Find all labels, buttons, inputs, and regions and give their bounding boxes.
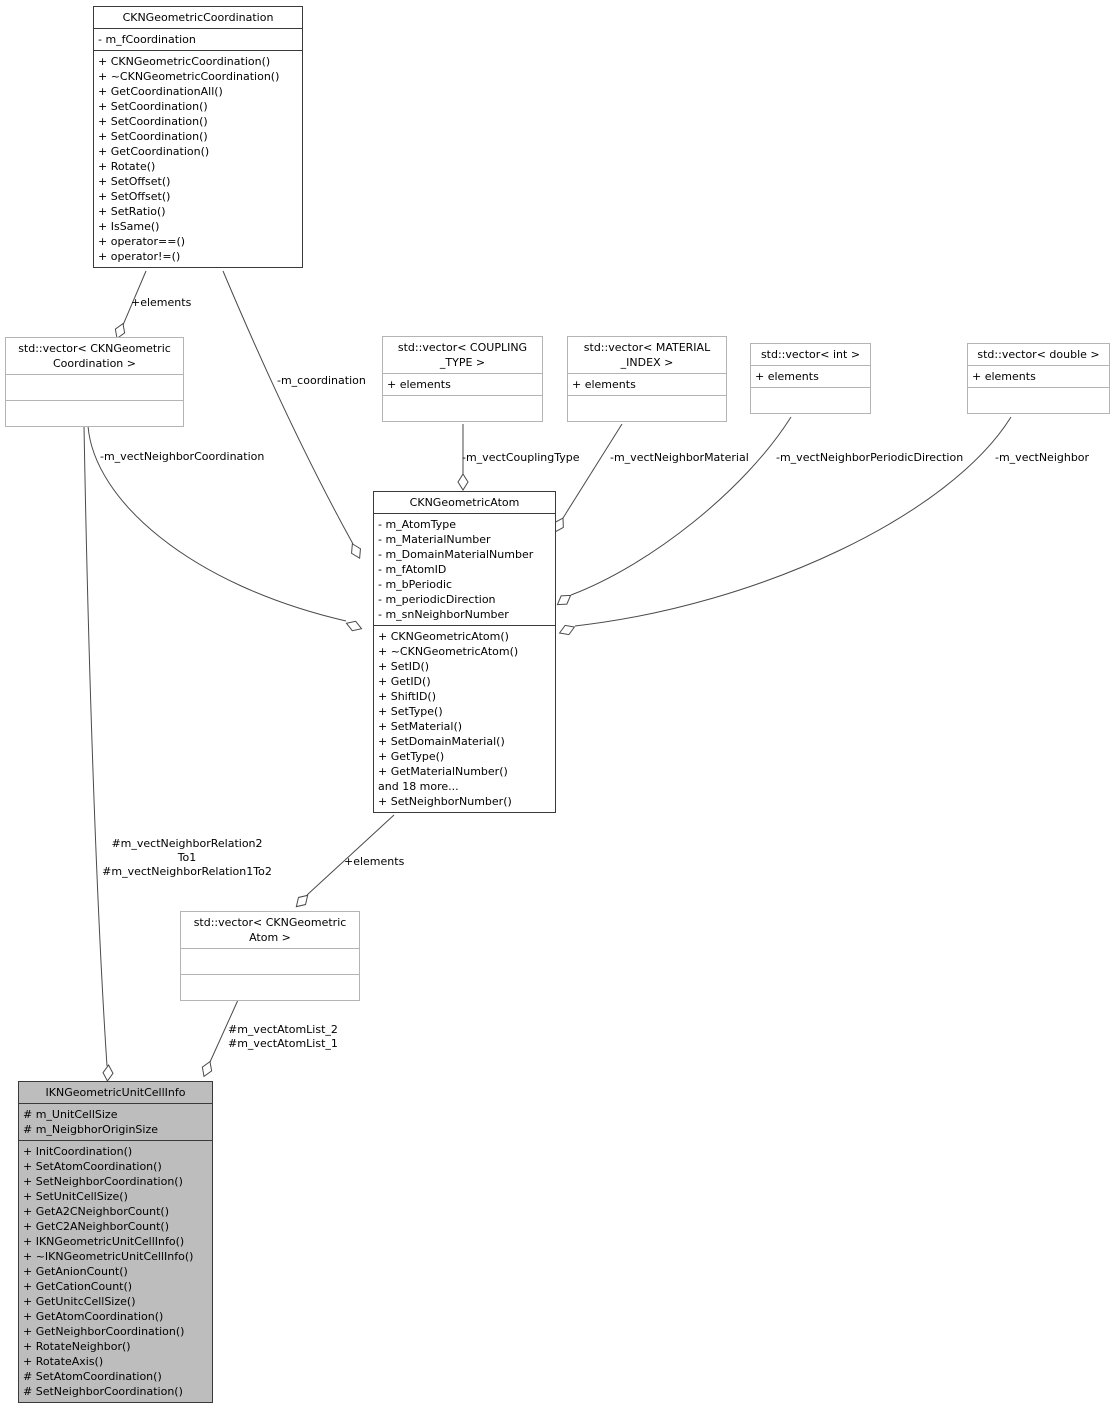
title-line: IKNGeometricUnitCellInfo — [45, 1086, 186, 1099]
title-line: Coordination > — [52, 357, 136, 370]
member-line: + SetCoordination() — [98, 100, 208, 113]
member-line: + SetID() — [378, 660, 430, 673]
class-attributes — [181, 948, 359, 974]
class-methods — [968, 387, 1109, 413]
aggregation-diamond — [555, 591, 574, 608]
member-line: + SetOffset() — [98, 190, 171, 203]
edge-label-vect-neighbor: -m_vectNeighbor — [995, 451, 1090, 464]
member-line: + GetA2CNeighborCount() — [23, 1205, 170, 1218]
class-title — [181, 912, 359, 948]
title-line: CKNGeometricAtom — [409, 496, 520, 509]
member-line: + GetMaterialNumber() — [378, 765, 508, 778]
edge-label-vect-neighbor-periodic-direction: -m_vectNeighborPeriodicDirection — [776, 451, 964, 464]
edge-label-vect-neighbor-relation — [96, 837, 278, 879]
class-methods — [751, 387, 870, 413]
edge-label-vect-neighbor-coordination: -m_vectNeighborCoordination — [100, 450, 265, 463]
member-line: + ~CKNGeometricCoordination() — [98, 70, 280, 83]
member-line: + SetDomainMaterial() — [378, 735, 505, 748]
edge-vect-neighbor — [575, 417, 1011, 626]
member-line: To1 — [177, 851, 197, 864]
member-line: # m_UnitCellSize — [23, 1108, 118, 1121]
edge-label-elements-top: +elements — [131, 296, 192, 309]
title-line: std::vector< CKNGeometric — [18, 342, 171, 355]
class-node-vector-ckngeometriccoordination — [5, 337, 184, 427]
title-line: std::vector< MATERIAL — [583, 341, 711, 354]
class-methods — [383, 395, 542, 421]
member-line: - m_AtomType — [378, 518, 457, 531]
class-methods — [568, 395, 726, 421]
member-line: + Rotate() — [98, 160, 156, 173]
member-line: - m_DomainMaterialNumber — [378, 548, 534, 561]
member-line: + elements — [387, 378, 451, 391]
aggregation-diamond — [558, 622, 577, 637]
member-line: + elements — [755, 370, 819, 383]
member-line: + elements — [972, 370, 1036, 383]
class-attributes — [968, 365, 1109, 387]
member-line: + IsSame() — [98, 220, 160, 233]
class-node-vector-double — [967, 343, 1110, 414]
class-methods — [94, 50, 302, 267]
member-line: + ~IKNGeometricUnitCellInfo() — [23, 1250, 194, 1263]
member-line: and 18 more... — [378, 780, 459, 793]
class-title — [19, 1082, 212, 1103]
class-node-ckngeometricatom[interactable] — [373, 491, 556, 813]
member-line: + GetCationCount() — [23, 1280, 133, 1293]
edge-label-vect-neighbor-material: -m_vectNeighborMaterial — [610, 451, 749, 464]
member-line: + SetAtomCoordination() — [23, 1160, 162, 1173]
member-line: + SetCoordination() — [98, 115, 208, 128]
class-title — [568, 337, 726, 373]
edge-label-vect-coupling-type: -m_vectCouplingType — [462, 451, 580, 464]
member-line: - m_fAtomID — [378, 563, 447, 576]
member-line: + ~CKNGeometricAtom() — [378, 645, 519, 658]
edge-label-elements-bottom: +elements — [344, 855, 405, 868]
edge-label-m-coordination: -m_coordination — [277, 374, 366, 387]
class-node-vector-coupling-type — [382, 336, 543, 422]
member-line: # SetAtomCoordination() — [23, 1370, 162, 1383]
title-line: Atom > — [249, 931, 291, 944]
title-line: _INDEX > — [620, 356, 674, 369]
edge-m-coordination — [223, 271, 353, 544]
title-line: std::vector< CKNGeometric — [193, 916, 347, 929]
class-methods — [6, 400, 183, 426]
member-line: + InitCoordination() — [23, 1145, 133, 1158]
class-node-vector-material-index — [567, 336, 727, 422]
member-line: + GetUnitcCellSize() — [23, 1295, 136, 1308]
class-attributes — [6, 374, 183, 400]
member-line: + SetUnitCellSize() — [23, 1190, 128, 1203]
member-line: + operator==() — [98, 235, 186, 248]
member-line: + elements — [572, 378, 636, 391]
member-line: #m_vectAtomList_1 — [228, 1037, 338, 1050]
member-line: + GetCoordinationAll() — [98, 85, 223, 98]
member-line: + GetCoordination() — [98, 145, 210, 158]
aggregation-diamond — [458, 474, 468, 490]
member-line: - m_MaterialNumber — [378, 533, 491, 546]
class-title — [374, 492, 555, 513]
class-node-vector-ckngeometricatom — [180, 911, 360, 1001]
class-title — [383, 337, 542, 373]
class-node-ikngeometricunitcellinfo[interactable] — [18, 1081, 213, 1403]
class-methods — [374, 625, 555, 812]
aggregation-diamond — [348, 542, 364, 561]
edge-label-vect-atom-list — [228, 1023, 348, 1051]
class-title — [751, 344, 870, 365]
class-attributes — [383, 373, 542, 395]
title-line: std::vector< int > — [760, 348, 861, 361]
class-attributes — [751, 365, 870, 387]
class-methods — [19, 1140, 212, 1402]
member-line: - m_snNeighborNumber — [378, 608, 509, 621]
member-line: + ShiftID() — [378, 690, 437, 703]
edge-vect-neighbor-material — [563, 424, 622, 518]
title-line: std::vector< COUPLING — [397, 341, 528, 354]
class-title — [6, 338, 183, 374]
class-title — [94, 7, 302, 28]
member-line: + RotateNeighbor() — [23, 1340, 131, 1353]
member-line: + SetNeighborCoordination() — [23, 1175, 183, 1188]
class-node-vector-int — [750, 343, 871, 414]
class-methods — [181, 974, 359, 1000]
class-attributes — [374, 513, 555, 625]
edge-vect-neighbor-relation — [84, 426, 107, 1066]
class-attributes — [568, 373, 726, 395]
member-line: + SetMaterial() — [378, 720, 463, 733]
member-line: #m_vectNeighborRelation1To2 — [102, 865, 272, 878]
member-line: + GetC2ANeighborCount() — [23, 1220, 170, 1233]
title-line: _TYPE > — [439, 356, 486, 369]
member-line: + SetNeighborNumber() — [378, 795, 512, 808]
class-attributes — [19, 1103, 212, 1140]
edge-vect-neighbor-periodic — [571, 417, 791, 595]
class-attributes — [94, 28, 302, 50]
member-line: + GetAtomCoordination() — [23, 1310, 164, 1323]
member-line: + GetID() — [378, 675, 431, 688]
member-line: - m_fCoordination — [98, 33, 196, 46]
class-title — [968, 344, 1109, 365]
member-line: + SetType() — [378, 705, 443, 718]
member-line: #m_vectAtomList_2 — [228, 1023, 338, 1036]
member-line: + CKNGeometricCoordination() — [98, 55, 271, 68]
aggregation-diamond — [345, 619, 363, 634]
aggregation-diamond — [102, 1065, 113, 1082]
title-line: CKNGeometricCoordination — [122, 11, 274, 24]
member-line: # SetNeighborCoordination() — [23, 1385, 183, 1398]
member-line: + SetOffset() — [98, 175, 171, 188]
aggregation-diamond — [199, 1060, 214, 1079]
member-line: + GetNeighborCoordination() — [23, 1325, 185, 1338]
member-line: - m_periodicDirection — [378, 593, 496, 606]
member-line: + operator!=() — [98, 250, 181, 263]
member-line: # m_NeigbhorOriginSize — [23, 1123, 158, 1136]
member-line: + GetAnionCount() — [23, 1265, 128, 1278]
member-line: + SetCoordination() — [98, 130, 208, 143]
member-line: #m_vectNeighborRelation2 — [111, 837, 263, 850]
member-line: + IKNGeometricUnitCellInfo() — [23, 1235, 185, 1248]
member-line: + CKNGeometricAtom() — [378, 630, 509, 643]
member-line: + SetRatio() — [98, 205, 166, 218]
member-line: + RotateAxis() — [23, 1355, 104, 1368]
title-line: std::vector< double > — [977, 348, 1100, 361]
aggregation-diamond — [293, 892, 311, 910]
class-node-ckngeometriccoordination[interactable] — [93, 6, 303, 268]
member-line: + GetType() — [378, 750, 445, 763]
member-line: - m_bPeriodic — [378, 578, 453, 591]
